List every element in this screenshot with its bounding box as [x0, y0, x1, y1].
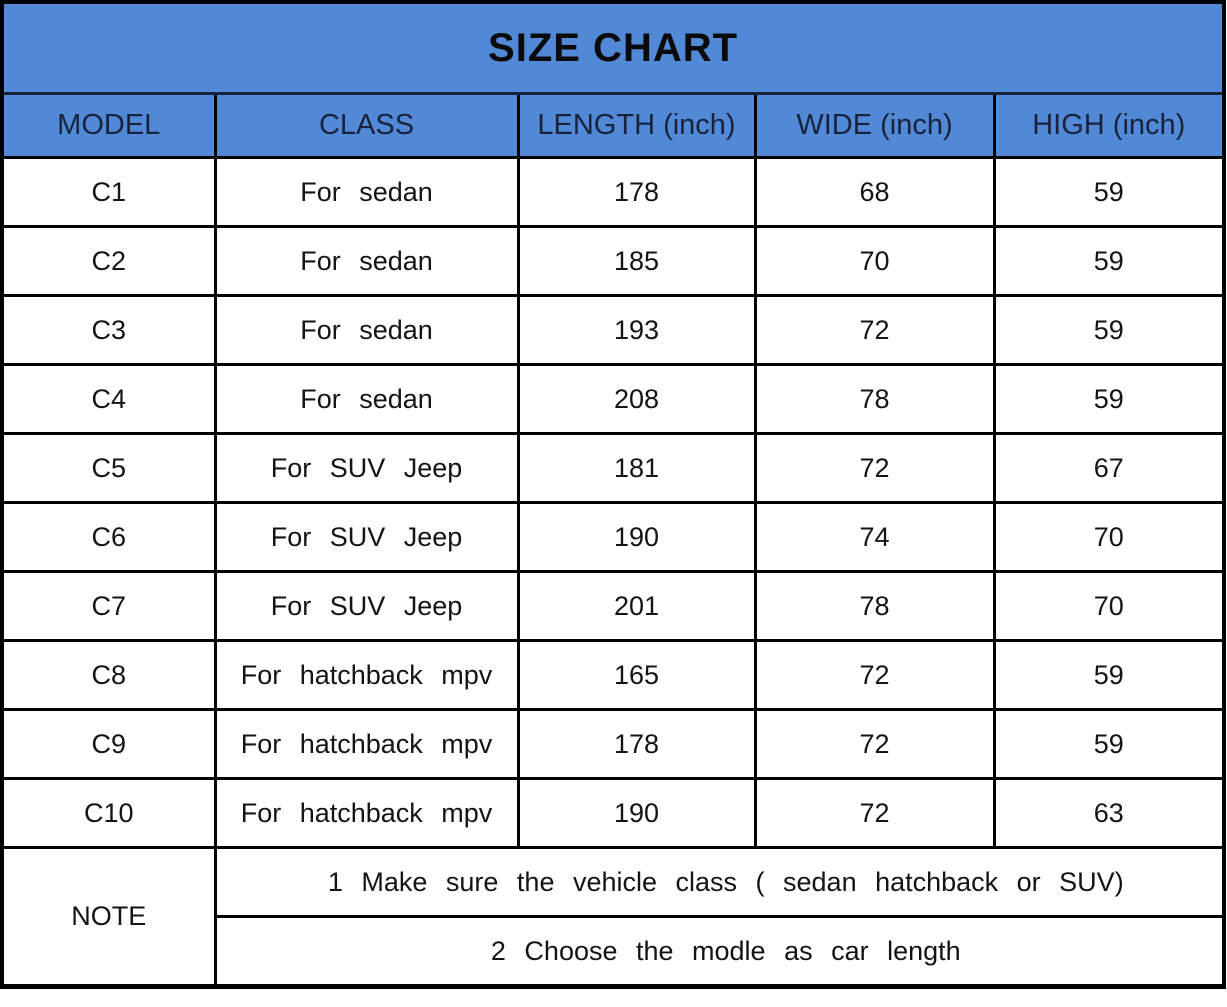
- length-cell: 190: [518, 779, 755, 848]
- high-cell: 59: [994, 641, 1224, 710]
- column-header-length: LENGTH (inch): [518, 94, 755, 158]
- title-row: [2, 2, 1224, 94]
- class-cell: For sedan: [215, 296, 518, 365]
- wide-cell: 68: [755, 158, 994, 227]
- high-cell: 67: [994, 434, 1224, 503]
- table-row: [2, 779, 1224, 848]
- length-cell: 165: [518, 641, 755, 710]
- note-label: NOTE: [2, 848, 215, 987]
- note-item: 2 Choose the modle as car length: [215, 917, 1224, 987]
- wide-cell: 72: [755, 296, 994, 365]
- note-item: 1 Make sure the vehicle class ( sedan hatchback or SUV): [215, 848, 1224, 917]
- wide-cell: 72: [755, 710, 994, 779]
- class-cell: For SUV Jeep: [215, 503, 518, 572]
- model-cell: C2: [2, 227, 215, 296]
- table-row: [2, 572, 1224, 641]
- table-row: [2, 365, 1224, 434]
- high-cell: 70: [994, 572, 1224, 641]
- wide-cell: 72: [755, 779, 994, 848]
- length-cell: 190: [518, 503, 755, 572]
- table-row: [2, 296, 1224, 365]
- high-cell: 59: [994, 710, 1224, 779]
- class-cell: For sedan: [215, 365, 518, 434]
- wide-cell: 74: [755, 503, 994, 572]
- class-cell: For SUV Jeep: [215, 434, 518, 503]
- length-cell: 208: [518, 365, 755, 434]
- table-row: [2, 227, 1224, 296]
- model-cell: C10: [2, 779, 215, 848]
- length-cell: 181: [518, 434, 755, 503]
- high-cell: 70: [994, 503, 1224, 572]
- page-title: SIZE CHART: [2, 2, 1224, 94]
- note-row: [2, 848, 1224, 917]
- model-cell: C7: [2, 572, 215, 641]
- header-row: [2, 94, 1224, 158]
- class-cell: For sedan: [215, 158, 518, 227]
- column-header-model: MODEL: [2, 94, 215, 158]
- model-cell: C5: [2, 434, 215, 503]
- table-row: [2, 434, 1224, 503]
- length-cell: 178: [518, 710, 755, 779]
- table-row: [2, 503, 1224, 572]
- model-cell: C8: [2, 641, 215, 710]
- wide-cell: 72: [755, 641, 994, 710]
- wide-cell: 78: [755, 365, 994, 434]
- high-cell: 63: [994, 779, 1224, 848]
- high-cell: 59: [994, 227, 1224, 296]
- class-cell: For hatchback mpv: [215, 779, 518, 848]
- model-cell: C1: [2, 158, 215, 227]
- length-cell: 185: [518, 227, 755, 296]
- model-cell: C3: [2, 296, 215, 365]
- table-row: [2, 710, 1224, 779]
- class-cell: For SUV Jeep: [215, 572, 518, 641]
- table-row: [2, 158, 1224, 227]
- length-cell: 193: [518, 296, 755, 365]
- class-cell: For hatchback mpv: [215, 641, 518, 710]
- class-cell: For hatchback mpv: [215, 710, 518, 779]
- model-cell: C6: [2, 503, 215, 572]
- high-cell: 59: [994, 365, 1224, 434]
- class-cell: For sedan: [215, 227, 518, 296]
- model-cell: C4: [2, 365, 215, 434]
- wide-cell: 70: [755, 227, 994, 296]
- column-header-wide: WIDE (inch): [755, 94, 994, 158]
- high-cell: 59: [994, 296, 1224, 365]
- wide-cell: 72: [755, 434, 994, 503]
- column-header-high: HIGH (inch): [994, 94, 1224, 158]
- column-header-class: CLASS: [215, 94, 518, 158]
- length-cell: 201: [518, 572, 755, 641]
- model-cell: C9: [2, 710, 215, 779]
- length-cell: 178: [518, 158, 755, 227]
- wide-cell: 78: [755, 572, 994, 641]
- high-cell: 59: [994, 158, 1224, 227]
- table-row: [2, 641, 1224, 710]
